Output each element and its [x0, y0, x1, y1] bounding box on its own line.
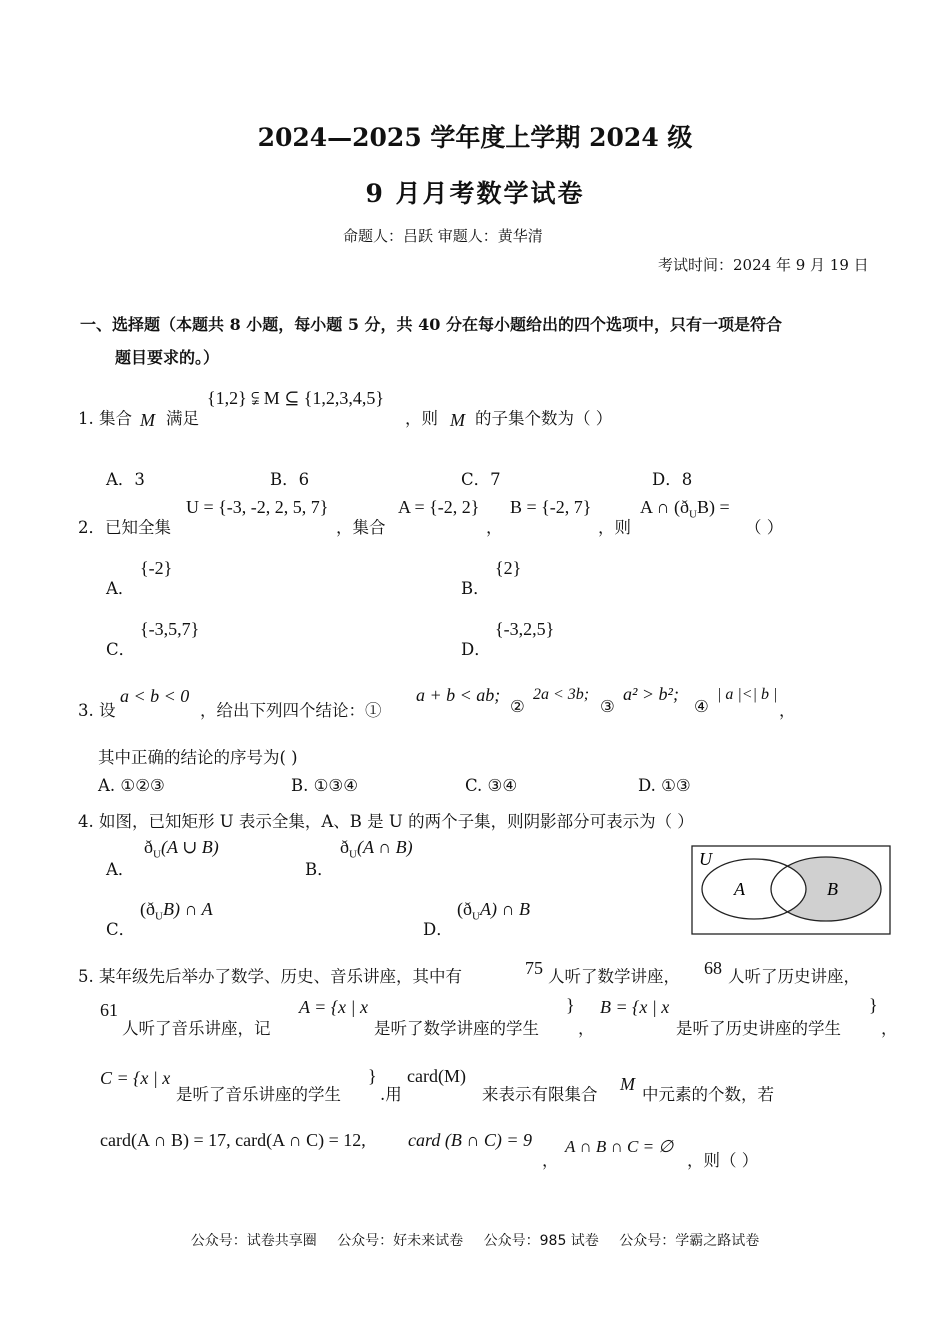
q2-expression: A ∩ $(ð_UB)$ =	[640, 497, 730, 521]
q3-marker-3: ③	[600, 697, 615, 716]
q5-condition-2: card (B ∩ C) = 9	[408, 1130, 532, 1150]
q3-marker-4: ④	[694, 697, 709, 716]
q1-condition: {1,2} ⫋ M ⊆ {1,2,3,4,5}	[207, 388, 385, 408]
q5-set-b: B = {x | x	[600, 997, 670, 1017]
q5-var-m: M	[620, 1074, 635, 1094]
q3-option-a: A. ①②③	[98, 776, 165, 795]
q1-var-m: M	[450, 410, 465, 430]
q5-brace: }	[368, 1066, 377, 1086]
title-line-2: 9 月月考数学试卷	[365, 179, 585, 208]
q3-prompt: 其中正确的结论的序号为( )	[98, 748, 298, 767]
q5-text: 是听了历史讲座的学生	[676, 1019, 841, 1038]
q2-paren: （ ）	[745, 518, 784, 537]
q3-conclusion-2: 2a < 3b;	[533, 686, 590, 703]
q5-card-notation: card(M)	[407, 1066, 466, 1086]
q5-text: 人听了音乐讲座，记	[122, 1019, 271, 1038]
q5-set-c: C = {x | x	[100, 1068, 171, 1088]
q5-text: 人听了历史讲座，	[728, 967, 860, 986]
q5-text: 来表示有限集合	[482, 1085, 598, 1104]
q5-text: 人听了数学讲座，	[548, 967, 680, 986]
venn-label-u: U	[699, 849, 712, 869]
q3-condition: a < b < 0	[120, 686, 190, 706]
q5-set-a: A = {x | x	[299, 997, 368, 1017]
q2-text: 2．已知全集	[78, 518, 171, 537]
q4-option-c-value: $(ð_UB)$ ∩ A	[140, 899, 213, 923]
q2-text: ，则	[598, 518, 631, 537]
q1-text: 满足	[166, 409, 199, 428]
q2-option-c-label: C．	[106, 640, 136, 659]
q4-text: 4. 如图，已知矩形 U 表示全集，A、B 是 U 的两个子集，则阴影部分可表示为（ ）	[78, 812, 694, 831]
section-heading-cont: 题目要求的。）	[115, 348, 220, 367]
footer-item: 公众号：985 试卷	[483, 1233, 599, 1249]
q4-option-b-value: $ð_U(A$ ∩ B)	[340, 837, 413, 861]
q2-universal-set: U = {-3, -2, 2, 5, 7}	[186, 497, 329, 517]
q2-set-a: A = {-2, 2}	[398, 497, 480, 517]
q4-option-b-label: B．	[305, 860, 334, 879]
authors: 命题人：吕跃 审题人：黄华清	[343, 227, 543, 245]
q1-option-a: A．3	[106, 470, 145, 489]
q4-option-a-value: $ð_U(A$ ∪ B)	[144, 837, 219, 861]
exam-date: 考试时间：2024 年 9 月 19 日	[658, 256, 869, 274]
q1-option-d: D．8	[652, 470, 693, 489]
q5-brace: }	[566, 995, 575, 1015]
q4-option-d-label: D．	[423, 920, 453, 939]
q5-text: ，	[578, 1019, 595, 1038]
q5-condition-1: card(A ∩ B) = 17, card(A ∩ C) = 12,	[100, 1130, 366, 1150]
q5-brace: }	[869, 995, 878, 1015]
venn-label-a: A	[734, 879, 745, 899]
section-heading: 一、选择题（本题共 8 小题，每小题 5 分，共 40 分在每小题给出的四个选项中，只有一项是符合	[80, 315, 782, 334]
footer-item: 公众号：好未来试卷	[337, 1233, 464, 1249]
q1-option-b: B．6	[270, 470, 310, 489]
q2-text: ，	[486, 518, 503, 537]
q1-text: 1. 集合	[78, 409, 132, 428]
q3-conclusion-1: a + b < ab;	[416, 685, 501, 705]
q3-text: ，给出下列四个结论：①	[200, 701, 382, 720]
q4-option-a-label: A．	[106, 860, 135, 879]
venn-label-b: B	[827, 879, 838, 899]
q5-text: 5. 某年级先后举办了数学、历史、音乐讲座，其中有	[78, 967, 462, 986]
q1-text: 的子集个数为（ ）	[475, 409, 613, 428]
q2-option-a-value: {-2}	[140, 558, 173, 578]
q2-option-d-label: D．	[461, 640, 491, 659]
q3-conclusion-3: a² > b²;	[623, 684, 679, 704]
q5-condition-3: A ∩ B ∩ C = ∅	[565, 1137, 674, 1156]
q2-text: ，集合	[336, 518, 386, 537]
q5-text: .用	[380, 1085, 402, 1104]
footer-item: 公众号：试卷共享圈	[190, 1233, 317, 1249]
q3-option-c: C. ③④	[465, 776, 518, 795]
q5-text: ，	[881, 1019, 898, 1038]
q5-text: 是听了数学讲座的学生	[374, 1019, 539, 1038]
q5-text: ，	[542, 1151, 559, 1170]
q2-option-b-value: {2}	[495, 558, 522, 578]
q2-option-a-label: A．	[106, 579, 135, 598]
q5-text: 中元素的个数，若	[642, 1085, 774, 1104]
footer-item: 公众号：学霸之路试卷	[619, 1233, 760, 1249]
q1-var-m: M	[140, 410, 155, 430]
title-line-1: 2024—2025 学年度上学期 2024 级	[257, 123, 693, 152]
q4-option-d-value: $(ð_UA)$ ∩ B	[457, 899, 530, 923]
q3-option-b: B. ①③④	[291, 776, 358, 795]
q5-text: 是听了音乐讲座的学生	[176, 1085, 341, 1104]
q2-set-b: B = {-2, 7}	[510, 497, 592, 517]
footer	[0, 1230, 950, 1250]
q3-option-d: D. ①③	[638, 776, 691, 795]
q3-marker-2: ②	[510, 697, 525, 716]
q3-text: ，	[779, 701, 796, 720]
q5-number-music: 61	[100, 1000, 118, 1020]
venn-diagram	[691, 845, 891, 935]
q1-option-c: C．7	[461, 470, 501, 489]
q3-text: 3. 设	[78, 701, 116, 720]
q5-paren: ，则（ ）	[687, 1151, 759, 1170]
q5-number-history: 68	[704, 958, 722, 978]
q1-text: ，则	[405, 409, 438, 428]
q2-option-c-value: {-3,5,7}	[140, 619, 200, 639]
q5-number-math: 75	[525, 958, 543, 978]
q2-option-b-label: B．	[461, 579, 490, 598]
q3-conclusion-4: | a |<| b |	[717, 686, 778, 703]
q4-option-c-label: C．	[106, 920, 136, 939]
q2-option-d-value: {-3,2,5}	[495, 619, 555, 639]
